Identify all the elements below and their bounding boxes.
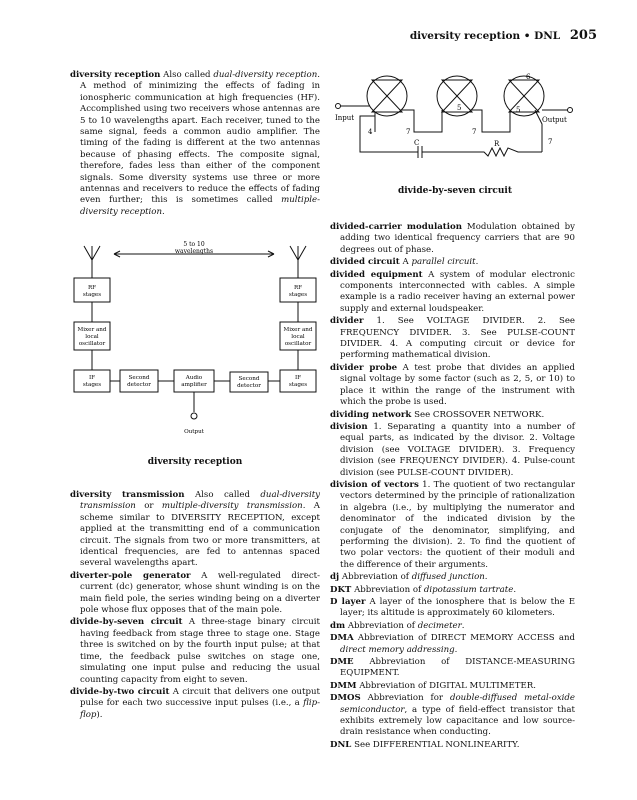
right-column xyxy=(330,222,575,752)
svg-text:detector: detector xyxy=(237,383,261,389)
svg-text:RF: RF xyxy=(293,285,303,291)
entry-right-8: dj Abbreviation of diffused junction. xyxy=(330,572,488,583)
svg-text:C: C xyxy=(414,139,420,147)
entry-diverter-pole-generator: diverter-pole generator A well-regulated direct-current (dc) generator, whose shunt winding is on the main field pole, the series winding being on a diverter pole whose flux opposes that of the main pole. xyxy=(70,570,320,616)
svg-text:7: 7 xyxy=(472,128,477,136)
entry-right-9: DKT Abbreviation of dipotassium tartrate. xyxy=(330,584,517,595)
running-title: diversity reception • DNL xyxy=(409,30,561,42)
spacing-label-1: 5 to 10 xyxy=(183,241,205,248)
svg-text:stages: stages xyxy=(288,292,308,298)
entry-right-11: dm Abbreviation of decimeter. xyxy=(330,620,465,631)
headword: diversity reception xyxy=(70,70,161,80)
entry-right-0: divided-carrier modulation Modulation obtained by adding two identical frequency carriers that are 90 degrees out of phase. xyxy=(330,222,576,255)
entry-right-5: dividing network See CROSSOVER NETWORK. xyxy=(330,409,545,420)
svg-text:stages: stages xyxy=(82,292,102,298)
divide-by-seven-figure xyxy=(330,62,575,180)
svg-text:local: local xyxy=(85,334,99,340)
entry-right-3: divider 1. See VOLTAGE DIVIDER. 2. See FREQUENCY DIVIDER. 3. See PULSE-COUNT DIVIDER. 4. A computing circuit or device for performing mathematical division. xyxy=(330,316,575,361)
entry-right-1: divided circuit A parallel circuit. xyxy=(330,257,479,268)
entry-right-10: D layer A layer of the ionosphere that is below the E layer; its altitude is approximately 60 kilometers. xyxy=(330,597,575,619)
entry-right-6: division 1. Separating a quantity into a number of equal parts, as indicated by the divisor. 2. Voltage division (see VOLTAGE DIVIDER). 3. Frequency division (see FREQUENCY DIVIDER). 4. Pulse-count division (see PULSE-COUNT DIVIDER). xyxy=(330,421,575,478)
diversity-diagram xyxy=(68,238,323,448)
svg-text:6: 6 xyxy=(526,73,531,81)
svg-text:IF: IF xyxy=(88,375,96,381)
entry-right-4: divider probe A test probe that divides an applied signal voltage by some factor (such as 2, 5, or 10) to place it within the range of the instrument with which the probe is used. xyxy=(330,362,576,408)
entry-right-12: DMA Abbreviation of DIRECT MEMORY ACCESS and direct memory addressing. xyxy=(330,633,575,655)
caption-diversity-reception: diversity reception xyxy=(147,457,243,467)
svg-text:7: 7 xyxy=(548,138,553,146)
svg-text:detector: detector xyxy=(127,382,151,388)
spacing-label-2: wavelengths xyxy=(174,248,214,255)
svg-text:Second: Second xyxy=(128,375,150,381)
svg-text:stages: stages xyxy=(82,382,102,388)
entry-right-2: divided equipment A system of modular electronic components interconnected with cables. A simple example is a radio receiver having an external power supply and external loudspeaker. xyxy=(330,269,575,314)
entry-right-7: division of vectors 1. The quotient of two rectangular vectors determined by the principle of rationalization in algebra (i.e., by multiplying the numerator and denominator of the indicated division by the conjugate of the denominator, simplifying, and performing the division). 2. To find the quotient of two polar vectors: the quotient of their moduli and the difference of their arguments. xyxy=(330,479,576,570)
output-label: Output xyxy=(184,429,204,435)
output-label: Output xyxy=(542,116,567,124)
svg-text:Mixer and: Mixer and xyxy=(77,327,107,333)
entry-divide-by-seven: divide-by-seven circuit A three-stage binary circuit having feedback from stage three to stage one. Stage three is switched on by the fourth input pulse; at that time, the feedback pulse switches on stage one, simulating one input pulse and reducing the usual counting capacity from eight to seven. xyxy=(70,617,320,685)
svg-text:R: R xyxy=(494,140,500,148)
diversity-reception-figure xyxy=(68,238,323,448)
entry-divide-by-two: divide-by-two circuit A circuit that delivers one output pulse for each two successive input pulses (i.e., a flip-flop). xyxy=(70,686,321,720)
svg-text:5: 5 xyxy=(516,106,521,114)
running-header xyxy=(410,28,597,43)
page-number: 205 xyxy=(569,28,597,43)
svg-text:Mixer and: Mixer and xyxy=(283,327,313,333)
entry-diversity-transmission: diversity transmission Also called dual-diversity transmission or multiple-diversity transmission. A scheme similar to DIVERSITY RECEPTION, except applied at the transmitting end of a communication circuit. The signals from two or more transmitters, at identical frequencies, are fed to antennas spaced several wavelengths apart. xyxy=(70,490,321,569)
entry-right-16: DNL See DIFFERENTIAL NONLINEARITY. xyxy=(330,739,520,750)
svg-text:4: 4 xyxy=(368,128,373,136)
svg-text:stages: stages xyxy=(288,382,308,388)
svg-text:oscillator: oscillator xyxy=(284,341,312,347)
svg-text:Second: Second xyxy=(238,376,260,382)
entry-right-14: DMM Abbreviation of DIGITAL MULTIMETER. xyxy=(330,680,536,691)
input-label: Input xyxy=(335,114,355,122)
resistor-r xyxy=(422,148,542,156)
svg-text:local: local xyxy=(291,334,305,340)
entry-right-15: DMOS Abbreviation for double-diffused metal-oxide semiconductor, a type of field-effect transistor that exhibits extremely low capacitance and low source-drain resistance when conducting. xyxy=(330,693,575,738)
svg-text:RF: RF xyxy=(87,285,97,291)
svg-text:Audio: Audio xyxy=(185,375,203,381)
svg-text:5: 5 xyxy=(457,104,462,112)
stage-1 xyxy=(367,76,407,132)
entry-right-13: DME Abbreviation of DISTANCE-MEASURING EQUIPMENT. xyxy=(330,657,576,679)
svg-text:7: 7 xyxy=(406,128,411,136)
svg-text:oscillator: oscillator xyxy=(78,341,106,347)
divide-by-seven-diagram xyxy=(330,62,575,180)
caption-divide-by-seven: divide-by-seven circuit xyxy=(397,186,513,196)
svg-text:IF: IF xyxy=(294,375,302,381)
left-column-b xyxy=(70,490,320,722)
svg-text:amplifier: amplifier xyxy=(181,382,207,388)
entry-diversity-reception: diversity reception Also called dual-diversity reception. A method of minimizing the effects of fading in ionospheric communication at high frequencies (HF). Accomplished using two receivers whose antennas are 5 to 10 wavelengths apart. Each receiver, tuned to the same signal, feeds a common audio amplifier. The timing of the fading is different at the two antennas because of phasing effects. The composite signal, therefore, fades less than either of the component signals. Some diversity systems use three or more antennas and receivers to reduce the effects of fading even further; this is sometimes called multiple-diversity reception. xyxy=(70,70,320,217)
left-column xyxy=(70,70,320,219)
